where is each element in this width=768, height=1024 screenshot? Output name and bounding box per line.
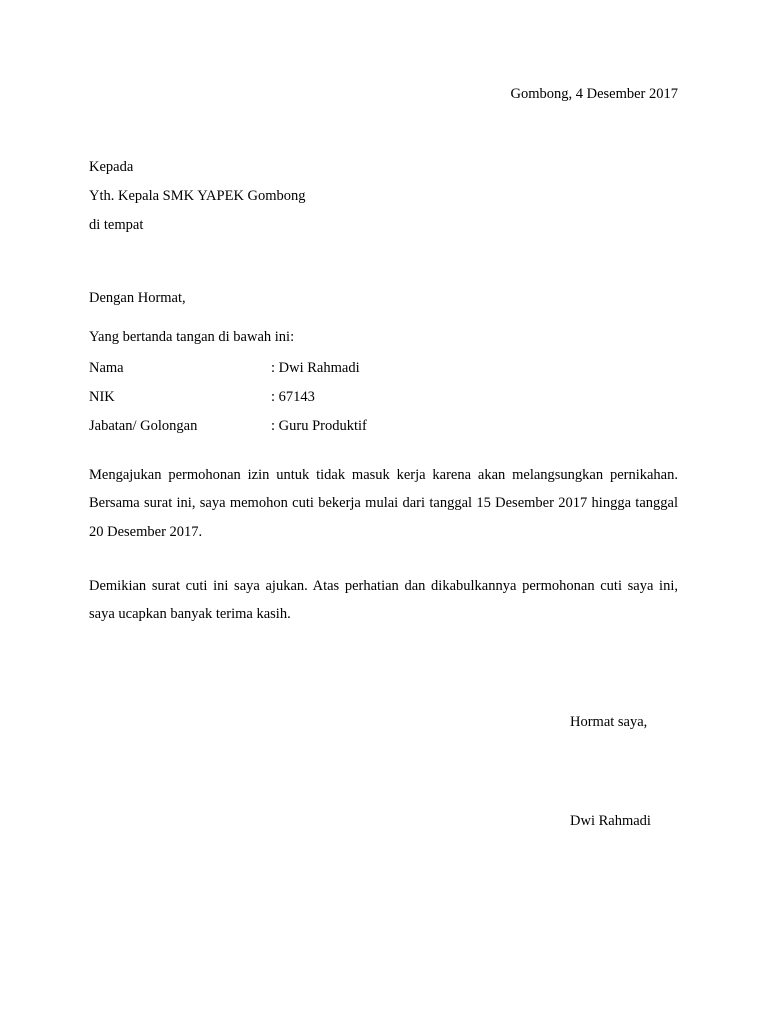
body-paragraph-1: Mengajukan permohonan izin untuk tidak masuk kerja karena akan melangsungkan pernikahan. Bersama surat ini, saya memohon cuti bekerja mulai dari tanggal 15 Desember 2017 hingga tanggal 20 Desember 2017.	[89, 467, 678, 540]
letter-body	[89, 86, 678, 830]
field-label: Nama	[89, 360, 124, 376]
recipient-block	[89, 159, 678, 234]
field-value: : Dwi Rahmadi	[271, 360, 360, 376]
recipient-line-3: di tempat	[89, 217, 144, 233]
body-paragraph-2: Demikian surat cuti ini saya ajukan. Atas perhatian dan dikabulkannya permohonan cuti saya ini, saya ucapkan banyak terima kasih.	[89, 577, 678, 623]
recipient-line-1: Kepada	[89, 159, 134, 175]
intro-line: Yang bertanda tangan di bawah ini:	[89, 329, 295, 345]
field-row	[89, 389, 678, 406]
field-label: NIK	[89, 389, 115, 405]
field-label: Jabatan/ Golongan	[89, 418, 198, 434]
field-row	[89, 360, 678, 377]
spacer	[89, 246, 678, 290]
recipient-line-2: Yth. Kepala SMK YAPEK Gombong	[89, 188, 306, 204]
field-value: : 67143	[271, 389, 315, 405]
spacer	[89, 103, 678, 159]
field-row	[89, 418, 678, 435]
signature-name: Dwi Rahmadi	[570, 813, 651, 830]
identity-fields	[89, 360, 678, 435]
field-value: : Guru Produktif	[271, 418, 367, 434]
greeting-line: Dengan Hormat,	[89, 290, 186, 306]
closing-line: Hormat saya,	[570, 714, 648, 731]
place-and-date: Gombong, 4 Desember 2017	[510, 86, 678, 102]
spacer	[89, 307, 678, 329]
